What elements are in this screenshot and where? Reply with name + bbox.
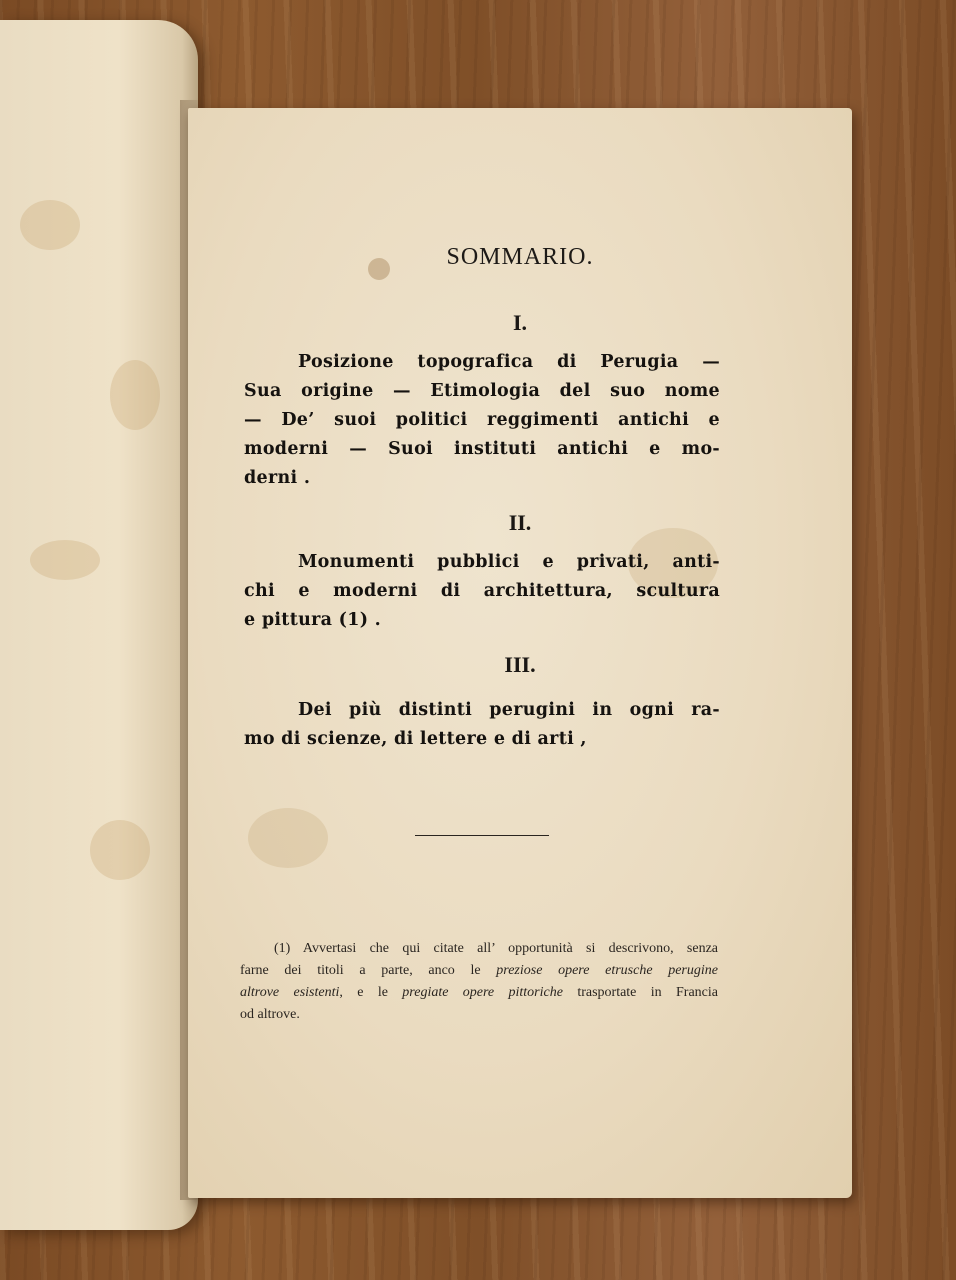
- footnote-line: [240, 960, 718, 982]
- section-text: [244, 696, 720, 754]
- stain: [110, 360, 160, 430]
- footnote-text: trasportate in Francia: [562, 985, 718, 1000]
- footnote-text: farne dei titoli a parte, anco le: [240, 963, 497, 978]
- footnote-italic: pregiate opere pittoriche: [402, 985, 563, 1000]
- text-line: Sua origine — Etimologia del suo nome: [244, 381, 720, 401]
- footnote-italic: preziose opere etrusche perugine: [496, 963, 718, 978]
- section-numeral: III.: [504, 652, 536, 677]
- text-line: mo di scienze, di lettere e di arti ,: [244, 729, 587, 749]
- text-line: e pittura (1) .: [244, 610, 382, 630]
- footnote-line: (1) Avvertasi che qui citate all’ opportunità si descrivono, senza: [274, 941, 718, 956]
- stain: [30, 540, 100, 580]
- stain: [90, 820, 150, 880]
- section-numeral: II.: [508, 510, 532, 535]
- section-numeral: I.: [512, 310, 528, 335]
- text-line: Dei più distinti perugini in ogni ra-: [298, 700, 720, 720]
- footnote-text: , e le: [339, 985, 403, 1000]
- footnote-line: [240, 982, 718, 1004]
- text-line: chi e moderni di architettura, scultura: [244, 581, 720, 601]
- section-text: [244, 548, 720, 635]
- footnote-line: od altrove.: [240, 1007, 300, 1022]
- left-page: [0, 20, 198, 1230]
- page-title: SOMMARIO.: [446, 244, 594, 270]
- text-line: moderni — Suoi instituti antichi e mo-: [244, 439, 720, 459]
- footnote: [240, 938, 718, 1026]
- text-line: Monumenti pubblici e privati, anti-: [298, 552, 720, 572]
- stain: [20, 200, 80, 250]
- text-line: Posizione topografica di Perugia —: [298, 352, 720, 372]
- text-line: — De’ suoi politici reggimenti antichi e: [244, 410, 720, 430]
- separator-rule: [415, 835, 549, 836]
- text-line: derni .: [244, 468, 311, 488]
- section-text: [244, 348, 720, 493]
- stain: [248, 808, 328, 868]
- footnote-italic: altrove esistenti: [240, 985, 340, 1000]
